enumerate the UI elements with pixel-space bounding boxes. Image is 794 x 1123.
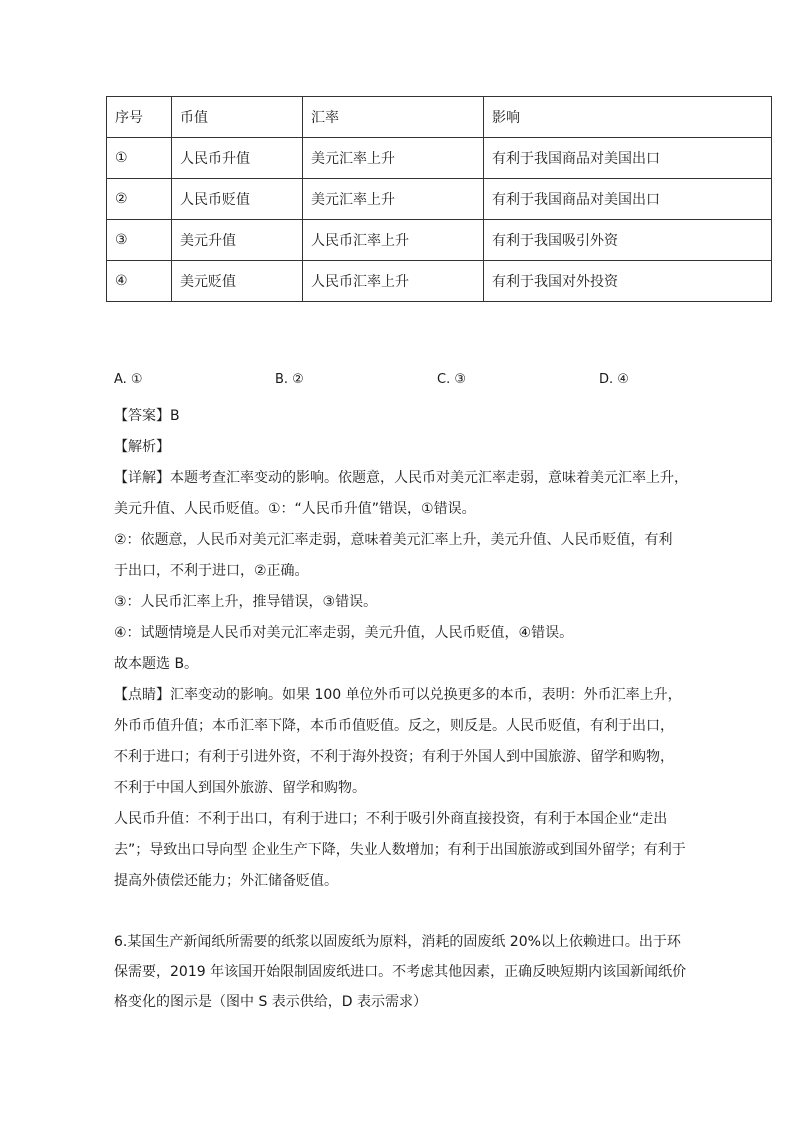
explanation-line: ④：试题情境是人民币对美元汇率走弱，美元升值，人民币贬值，④错误。: [114, 625, 574, 641]
explanation-line: 故本题选 B。: [114, 656, 199, 672]
table-cell: 有利于我国吸引外资: [484, 220, 772, 261]
explanation-line: 【详解】本题考查汇率变动的影响。依题意，人民币对美元汇率走弱，意味着美元汇率上升，: [114, 470, 688, 486]
explanation-line: 提高外债偿还能力；外汇储备贬值。: [114, 873, 338, 889]
table-cell: ①: [107, 138, 172, 179]
table-cell: 人民币升值: [172, 138, 303, 179]
table-row: [107, 138, 772, 179]
table-cell: 人民币贬值: [172, 179, 303, 220]
answer-options: [0, 372, 794, 392]
table-cell: 有利于我国商品对美国出口: [484, 179, 772, 220]
table-cell: 人民币汇率上升: [303, 220, 484, 261]
table-header-row: [107, 97, 772, 138]
table-row: [107, 261, 772, 302]
table-cell: 有利于我国商品对美国出口: [484, 138, 772, 179]
explanation-line: 美元升值、人民币贬值。①：“人民币升值”错误，①错误。: [114, 501, 476, 517]
question-6: [114, 927, 694, 1017]
explanation-line: 人民币升值：不利于出口，有利于进口；不利于吸引外商直接投资，有利于本国企业“走出: [114, 811, 668, 827]
header-cell: 汇率: [303, 97, 484, 138]
explanation-line: 外币币值升值；本币汇率下降，本币币值贬值。反之，则反是。人民币贬值，有利于出口，: [114, 718, 674, 734]
table-row: [107, 179, 772, 220]
table-cell: 美元汇率上升: [303, 138, 484, 179]
table-cell: 美元汇率上升: [303, 179, 484, 220]
table-cell: ③: [107, 220, 172, 261]
analysis-label: 【解析】: [114, 439, 170, 455]
table-cell: 美元贬值: [172, 261, 303, 302]
explanation-line: 于出口，不利于进口，②正确。: [114, 563, 309, 579]
answer-explanation: [114, 401, 694, 897]
table-cell: ②: [107, 179, 172, 220]
table-cell: 有利于我国对外投资: [484, 261, 772, 302]
exchange-rate-table: [106, 96, 772, 302]
option-b: B. ②: [275, 372, 304, 387]
table-row: [107, 220, 772, 261]
option-c: C. ③: [437, 372, 466, 387]
explanation-line: ③：人民币汇率上升，推导错误，③错误。: [114, 594, 378, 610]
question-line: 格变化的图示是（图中 S 表示供给，D 表示需求）: [114, 994, 428, 1010]
answer-label: 【答案】B: [114, 408, 180, 424]
table-cell: 美元升值: [172, 220, 303, 261]
option-a: A. ①: [114, 372, 143, 387]
explanation-line: ②：依题意，人民币对美元汇率走弱，意味着美元汇率上升，美元升值、人民币贬值，有利: [114, 532, 673, 548]
question-line: 保需要，2019 年该国开始限制固废纸进口。不考虑其他因素，正确反映短期内该国新闻纸价: [114, 964, 687, 980]
header-cell: 币值: [172, 97, 303, 138]
table-cell: ④: [107, 261, 172, 302]
header-cell: 序号: [107, 97, 172, 138]
explanation-line: 不利于进口；有利于引进外资，不利于海外投资；有利于外国人到中国旅游、留学和购物，: [114, 749, 674, 765]
explanation-line: 【点睛】汇率变动的影响。如果 100 单位外币可以兑换更多的本币，表明：外币汇率上升，: [114, 687, 682, 703]
explanation-line: 去”；导致出口导向型 企业生产下降，失业人数增加；有利于出国旅游或到国外留学；有利于: [114, 842, 686, 858]
question-line: 6.某国生产新闻纸所需要的纸浆以固废纸为原料，消耗的固废纸 20%以上依赖进口。出于环: [114, 934, 681, 950]
table-cell: 人民币汇率上升: [303, 261, 484, 302]
option-d: D. ④: [599, 372, 629, 387]
header-cell: 影响: [484, 97, 772, 138]
explanation-line: 不利于中国人到国外旅游、留学和购物。: [114, 780, 366, 796]
